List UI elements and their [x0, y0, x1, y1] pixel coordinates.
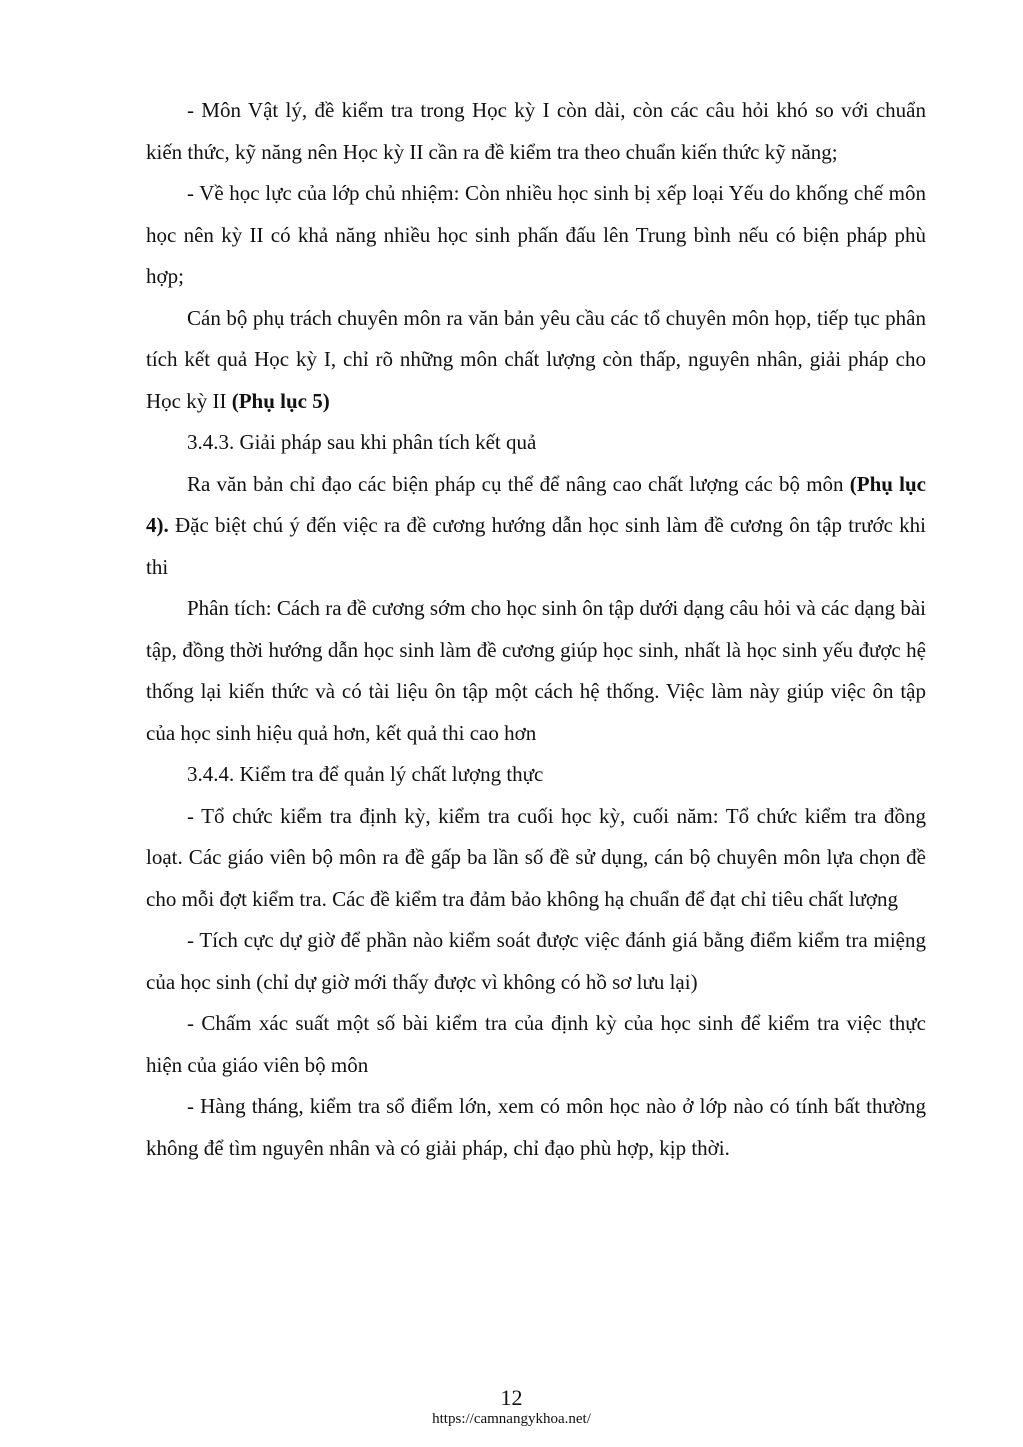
section-heading-3-4-4: 3.4.4. Kiểm tra để quản lý chất lượng thực — [187, 762, 544, 786]
paragraph-text: Đặc biệt chú ý đến việc ra đề cương hướng dẫn học sinh làm đề cương ôn tập trước khi thi — [146, 513, 926, 579]
paragraph-analysis: Phân tích: Cách ra đề cương sớm cho học sinh ôn tập dưới dạng câu hỏi và các dạng bài tập, đồng thời hướng dẫn học sinh làm đề cương giúp học sinh, nhất là học sinh yếu được hệ thống lại kiến thức và có tài liệu ôn tập một cách hệ thống. Việc làm này giúp việc ôn tập của học sinh hiệu quả hơn, kết quả thi cao hơn — [146, 596, 926, 745]
page-number: 12 — [500, 1385, 523, 1410]
paragraph-periodic-tests: - Tổ chức kiểm tra định kỳ, kiểm tra cuối học kỳ, cuối năm: Tổ chức kiểm tra đồng loạt. Các giáo viên bộ môn ra đề gấp ba lần số đề sử dụng, cán bộ chuyên môn lựa chọn đề cho mỗi đợt kiểm tra. Các đề kiểm tra đảm bảo không hạ chuẩn để đạt chỉ tiêu chất lượng — [146, 803, 926, 911]
paragraph-physics: - Môn Vật lý, đề kiểm tra trong Học kỳ I còn dài, còn các câu hỏi khó so với chuẩn kiến thức, kỹ năng nên Học kỳ II cần ra đề kiểm tra theo chuẩn kiến thức kỹ năng; — [146, 98, 926, 164]
paragraph-text: Cán bộ phụ trách chuyên môn ra văn bản yêu cầu các tổ chuyên môn họp, tiếp tục phân tích kết quả Học kỳ I, chỉ rõ những môn chất lượng còn thấp, nguyên nhân, giải pháp cho Học kỳ II — [146, 305, 926, 413]
document-body — [146, 90, 926, 1169]
paragraph-monthly-check: - Hàng tháng, kiểm tra sổ điểm lớn, xem có môn học nào ở lớp nào có tính bất thường không để tìm nguyên nhân và có giải pháp, chỉ đạo phù hợp, kịp thời. — [146, 1094, 926, 1160]
paragraph-directive — [146, 464, 926, 589]
paragraph-text: Ra văn bản chỉ đạo các biện pháp cụ thể để nâng cao chất lượng các bộ môn — [187, 471, 850, 496]
appendix-reference: (Phụ lục 5) — [231, 388, 330, 413]
paragraph-sample-grading: - Chấm xác suất một số bài kiểm tra của định kỳ của học sinh để kiểm tra việc thực hiện của giáo viên bộ môn — [146, 1011, 926, 1077]
paragraph-staff-request — [146, 298, 926, 423]
paragraph-class-observation: - Tích cực dự giờ để phần nào kiểm soát được việc đánh giá bằng điểm kiểm tra miệng của học sinh (chỉ dự giờ mới thấy được vì không có hồ sơ lưu lại) — [146, 928, 926, 994]
appendix-reference: (Phụ lục 4). — [146, 471, 926, 537]
section-heading-3-4-3: 3.4.3. Giải pháp sau khi phân tích kết quả — [187, 430, 537, 454]
paragraph-homeroom: - Về học lực của lớp chủ nhiệm: Còn nhiều học sinh bị xếp loại Yếu do khống chế môn học nên kỳ II có khả năng nhiều học sinh phấn đấu lên Trung bình nếu có biện pháp phù hợp; — [146, 181, 926, 288]
footer-url: https://camnangykhoa.net/ — [432, 1411, 591, 1427]
